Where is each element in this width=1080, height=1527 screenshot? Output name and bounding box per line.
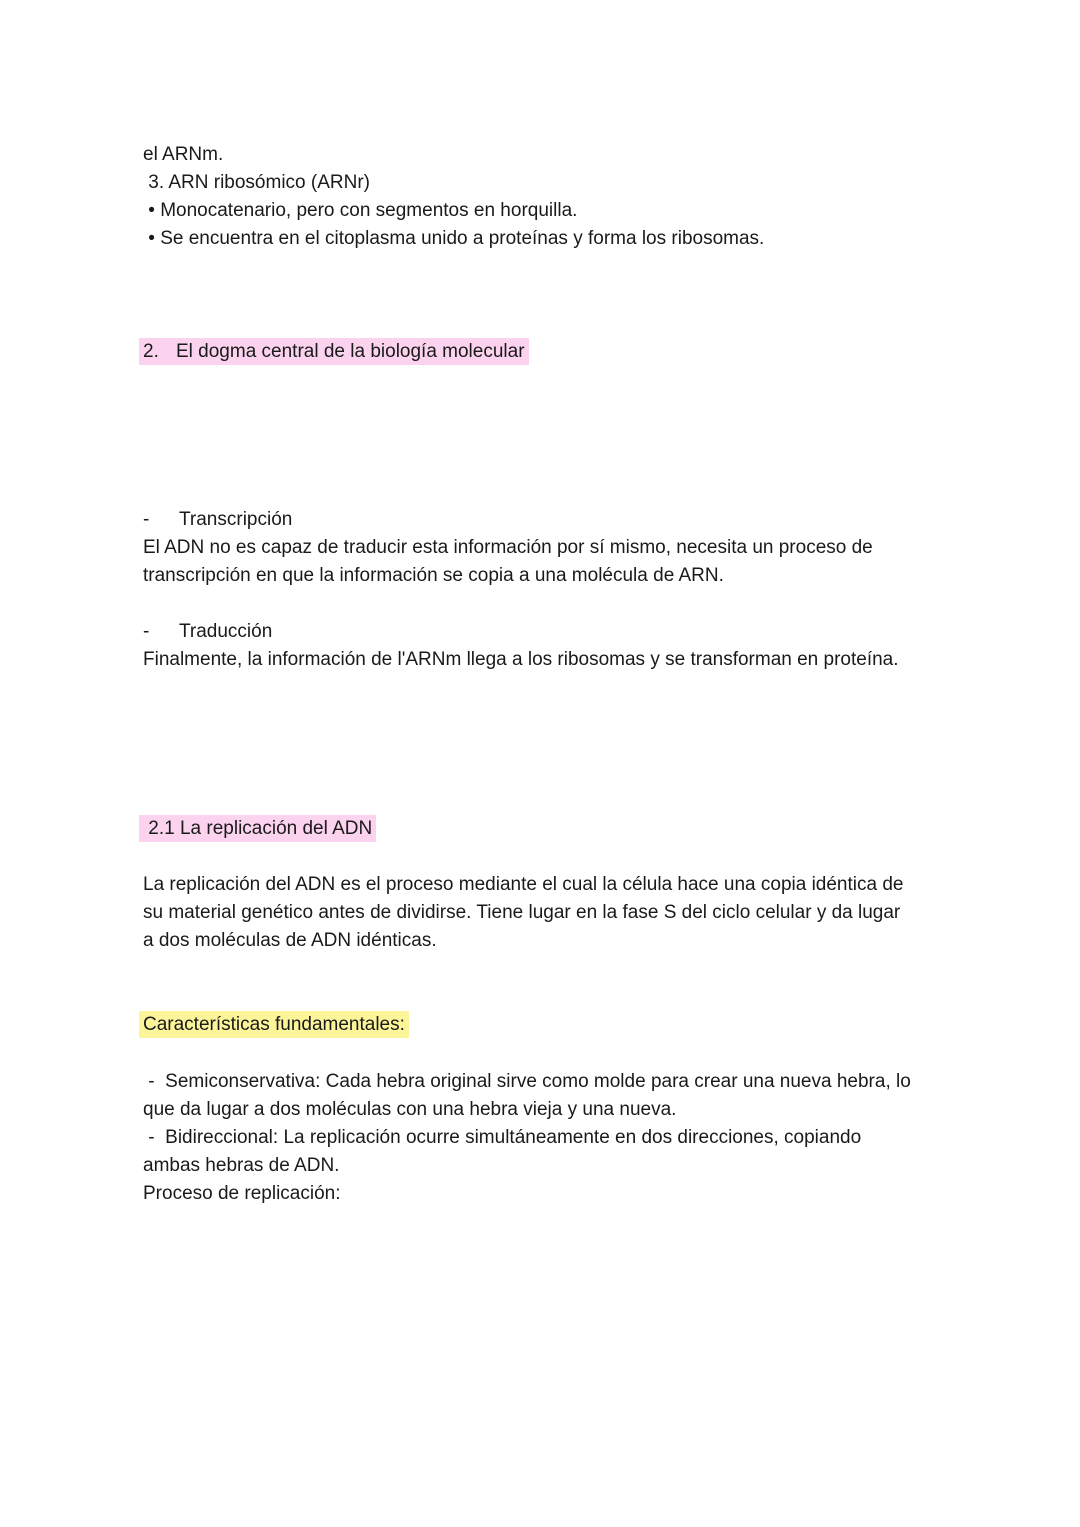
dash-marker: -: [143, 621, 150, 642]
paragraph-line: Proceso de replicación:: [143, 1183, 341, 1204]
heading-highlight: 2.1 La replicación del ADN: [139, 815, 376, 842]
paragraph-line: transcripción en que la información se copia a una molécula de ARN.: [143, 565, 724, 586]
section-heading-caracteristicas: [143, 1011, 409, 1039]
bullet-item: • Monocatenario, pero con segmentos en horquilla.: [143, 200, 578, 221]
heading-number: 2.: [143, 341, 159, 362]
paragraph-line: que da lugar a dos moléculas con una hebra vieja y una nueva.: [143, 1099, 677, 1120]
dash-marker: -: [143, 509, 150, 530]
bullet-item: • Se encuentra en el citoplasma unido a proteínas y forma los ribosomas.: [143, 228, 765, 249]
heading-highlight: [139, 338, 529, 365]
arnr-heading: 3. ARN ribosómico (ARNr): [143, 172, 370, 193]
section-heading-dogma: [143, 338, 529, 366]
subheading-label: Transcripción: [179, 509, 293, 530]
heading-title: El dogma central de la biología molecular: [176, 341, 525, 362]
subheading-traduccion: [143, 618, 272, 646]
list-item: - Bidireccional: La replicación ocurre simultáneamente en dos direcciones, copiando: [143, 1127, 862, 1148]
paragraph-line: El ADN no es capaz de traducir esta información por sí mismo, necesita un proceso de: [143, 537, 873, 558]
subheading-label: Traducción: [179, 621, 273, 642]
heading-highlight: Características fundamentales:: [139, 1011, 409, 1038]
paragraph-line: a dos moléculas de ADN idénticas.: [143, 930, 437, 951]
paragraph-line: La replicación del ADN es el proceso mediante el cual la célula hace una copia idéntica de: [143, 874, 904, 895]
subheading-transcripcion: [143, 506, 292, 534]
list-item: - Semiconservativa: Cada hebra original sirve como molde para crear una nueva hebra, lo: [143, 1071, 911, 1092]
section-heading-replicacion: [143, 815, 376, 843]
paragraph-line: su material genético antes de dividirse. Tiene lugar en la fase S del ciclo celular y da lugar: [143, 902, 901, 923]
paragraph-line: Finalmente, la información de l'ARNm llega a los ribosomas y se transforman en proteína.: [143, 649, 899, 670]
text-line: el ARNm.: [143, 144, 224, 165]
paragraph-line: ambas hebras de ADN.: [143, 1155, 340, 1176]
